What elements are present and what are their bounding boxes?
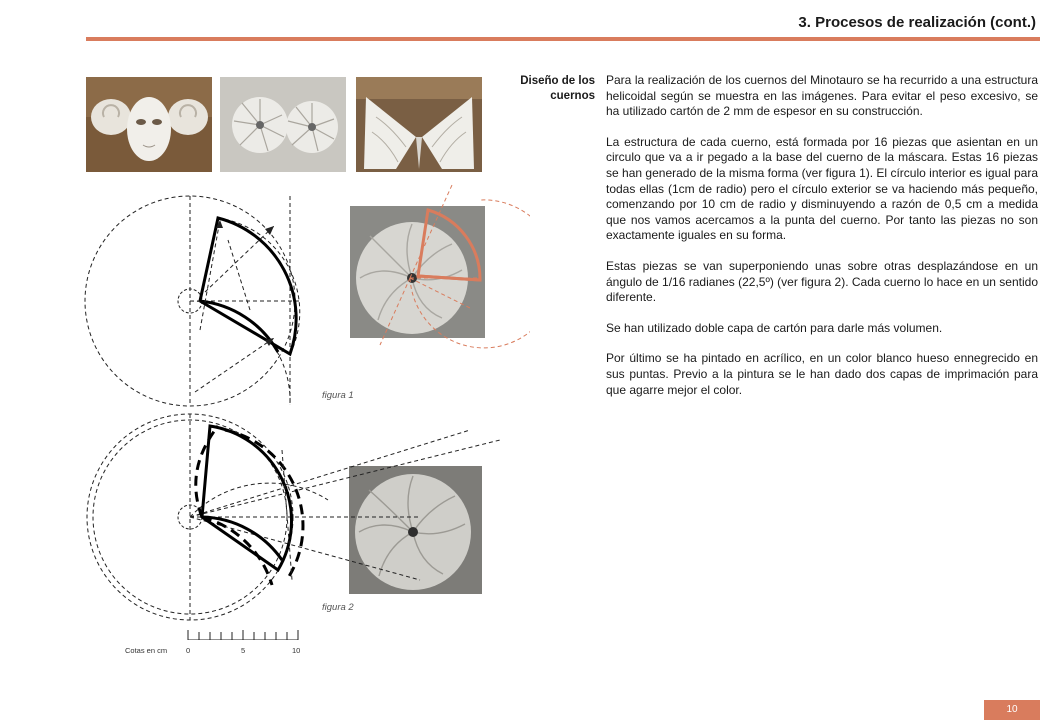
figure1-drawing [85, 196, 300, 406]
scale-tick-label: 10 [292, 646, 301, 655]
photo-folded-paper-pieces [356, 77, 482, 172]
technical-drawing [60, 180, 530, 640]
figure2-drawing [87, 414, 500, 620]
page-number: 10 [984, 700, 1040, 720]
paragraph: Se han utilizado doble capa de cartón para darle más volumen. [606, 320, 943, 335]
paragraph: Estas piezas se van superponiendo unas sobre otras desplazándose en un ángulo de 1/16 radianes (22,5º) (ver figura 2). Cada cuerno lo hace en un sentido diferente. [606, 258, 1038, 305]
section-label: Diseño de los cuernos [520, 75, 595, 102]
paragraph: Para la realización de los cuernos del Minotauro se ha recurrido a una estructura helicoidal según se muestra en las imágenes. Para evitar el peso excesivo, se ha utilizado cartón de 2 mm de espesor en su construcción. [606, 73, 1038, 119]
paragraph: La estructura de cada cuerno, está formada por 16 piezas que asientan en un circulo que va a ir pegado a la base del cuerno de la máscara. Estas 16 piezas se han generado de la misma forma (ver figura 1). El círculo interior es igual para todas ellas (1cm de radio) pero el círculo exterior se va haciendo más pequeño, comenzando por 10 cm de radio y disminuyendo a razón de 0,5 cm a medida que nos vamos acercamos a la punta del cuerno. Por tanto las piezas no son exactamente iguales en su forma. [606, 134, 1038, 243]
page-title: 3. Procesos de realización (cont.) [798, 14, 1036, 31]
paragraph: Por último se ha pintado en acrílico, en un color blanco hueso ennegrecido en sus puntas. Previo a la pintura se le han dado dos capas de imprimación para que agarre mejor el color. [606, 351, 1038, 397]
scale-bar [188, 630, 298, 640]
scale-label: Cotas en cm [125, 646, 168, 655]
figure1-photo-overlay [380, 185, 530, 348]
scale-tick-label: 5 [241, 646, 246, 655]
scale-tick-label: 0 [186, 646, 191, 655]
figure2-caption: figura 2 [322, 602, 354, 613]
photo-spiral-horn-pieces [220, 77, 346, 172]
body-text [606, 73, 1038, 413]
photo-mask-with-horns [86, 77, 212, 172]
header-rule [86, 37, 1040, 41]
figure1-caption: figura 1 [322, 390, 354, 401]
